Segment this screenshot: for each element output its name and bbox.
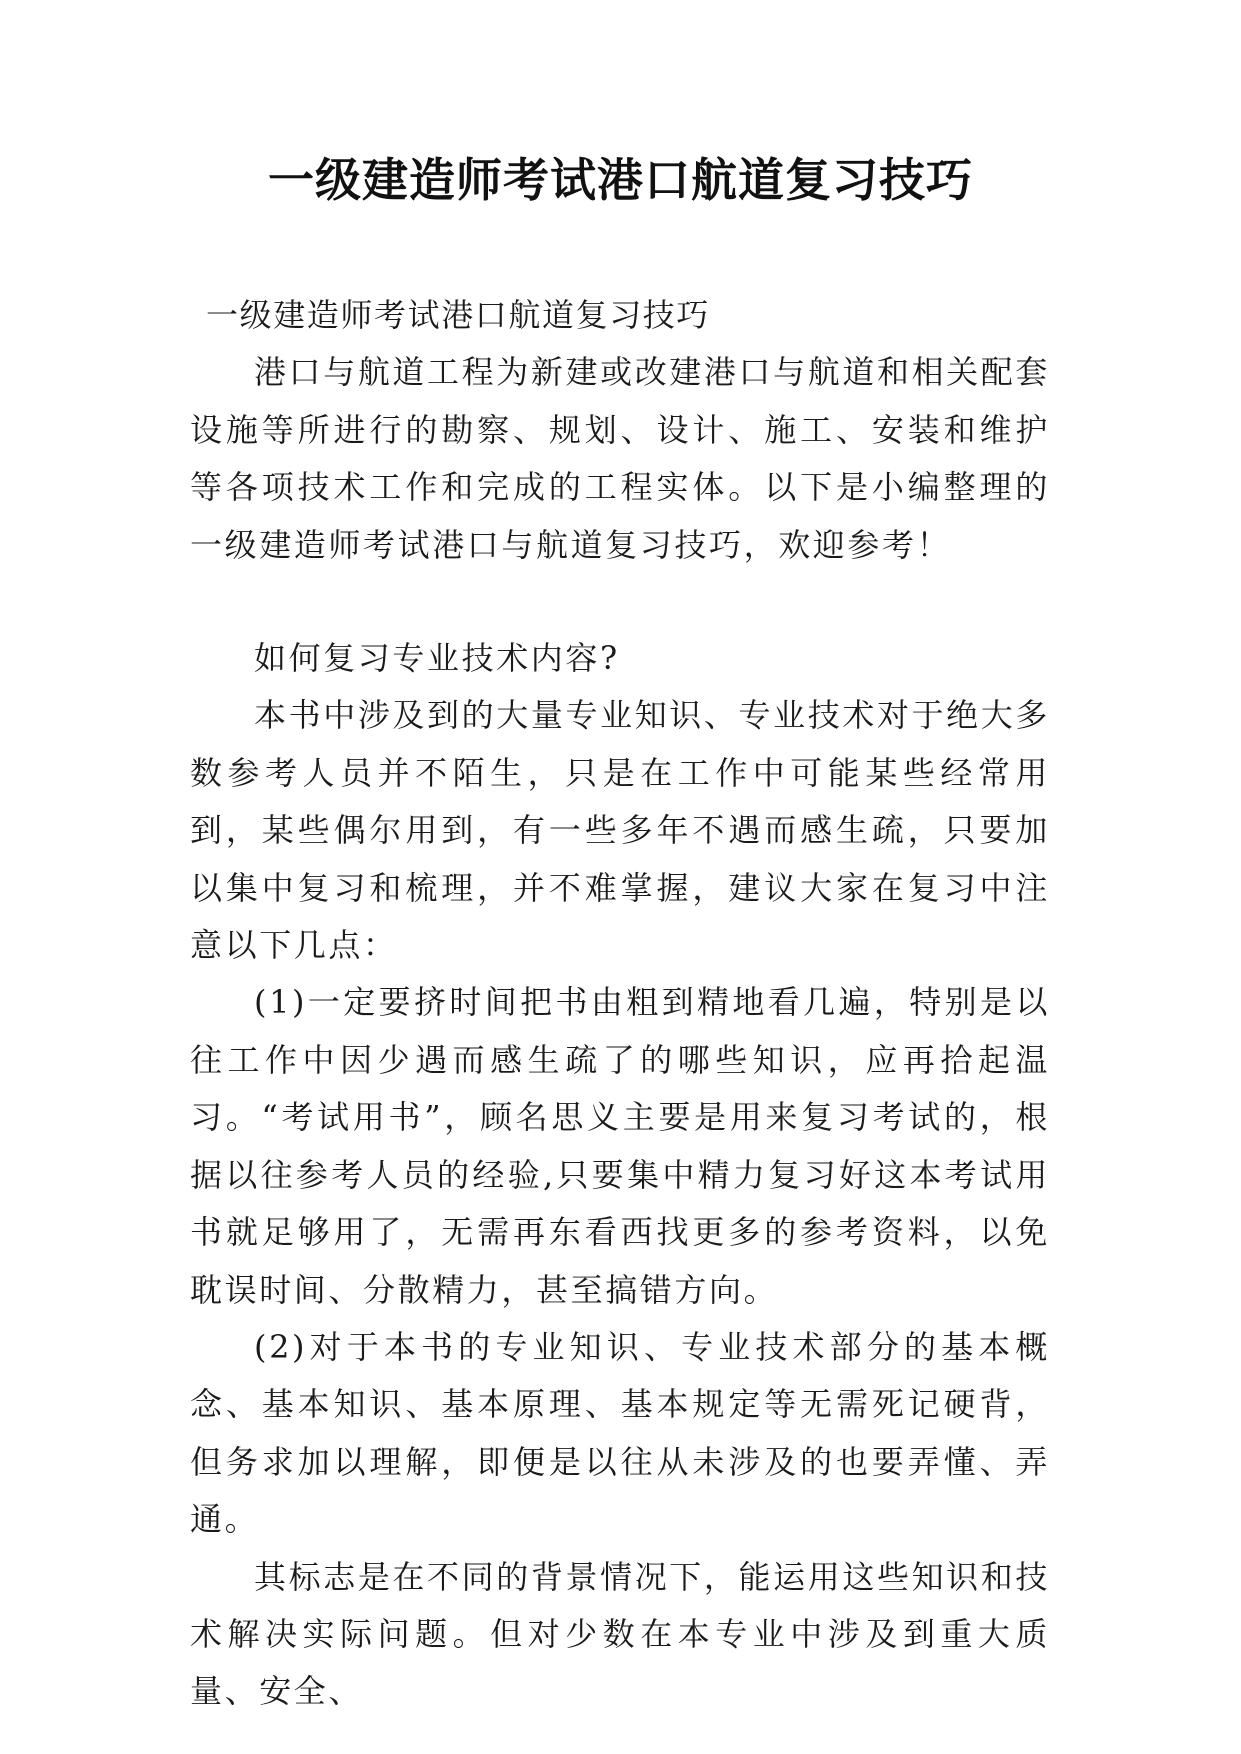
body-paragraph: (1)一定要挤时间把书由粗到精地看几遍，特别是以往工作中因少遇而感生疏了的哪些知识，应再拾起温习。“考试用书”，顾名思义主要是用来复习考试的，根据以往参考人员的经验,只要集中精力复习好这本考试用书就足够用了，无需再东看西找更多的参考资料，以免耽误时间、分散精力，甚至搞错方向。 <box>190 983 1050 1309</box>
intro-paragraph: 港口与航道工程为新建或改建港口与航道和相关配套设施等所进行的勘察、规划、设计、施工、安装和维护等各项技术工作和完成的工程实体。以下是小编整理的一级建造师考试港口与航道复习技巧，欢迎参考！ <box>190 353 1050 564</box>
document-title: 一级建造师考试港口航道复习技巧 <box>268 153 973 207</box>
body-paragraph: 本书中涉及到的大量专业知识、专业技术对于绝大多数参考人员并不陌生，只是在工作中可能某些经常用到，某些偶尔用到，有一些多年不遇而感生疏，只要加以集中复习和梳理，并不难掌握，建议大家在复习中注意以下几点： <box>190 696 1050 965</box>
document-body <box>190 287 1050 1721</box>
section-heading: 如何复习专业技术内容? <box>254 639 620 678</box>
body-paragraph: 其标志是在不同的背景情况下，能运用这些知识和技术解决实际问题。但对少数在本专业中涉及到重大质量、安全、 <box>190 1557 1050 1711</box>
body-paragraph: (2)对于本书的专业知识、专业技术部分的基本概念、基本知识、基本原理、基本规定等无需死记硬背，但务求加以理解，即便是以往从未涉及的也要弄懂、弄通。 <box>190 1327 1050 1539</box>
document-subtitle: 一级建造师考试港口航道复习技巧 <box>206 296 711 334</box>
